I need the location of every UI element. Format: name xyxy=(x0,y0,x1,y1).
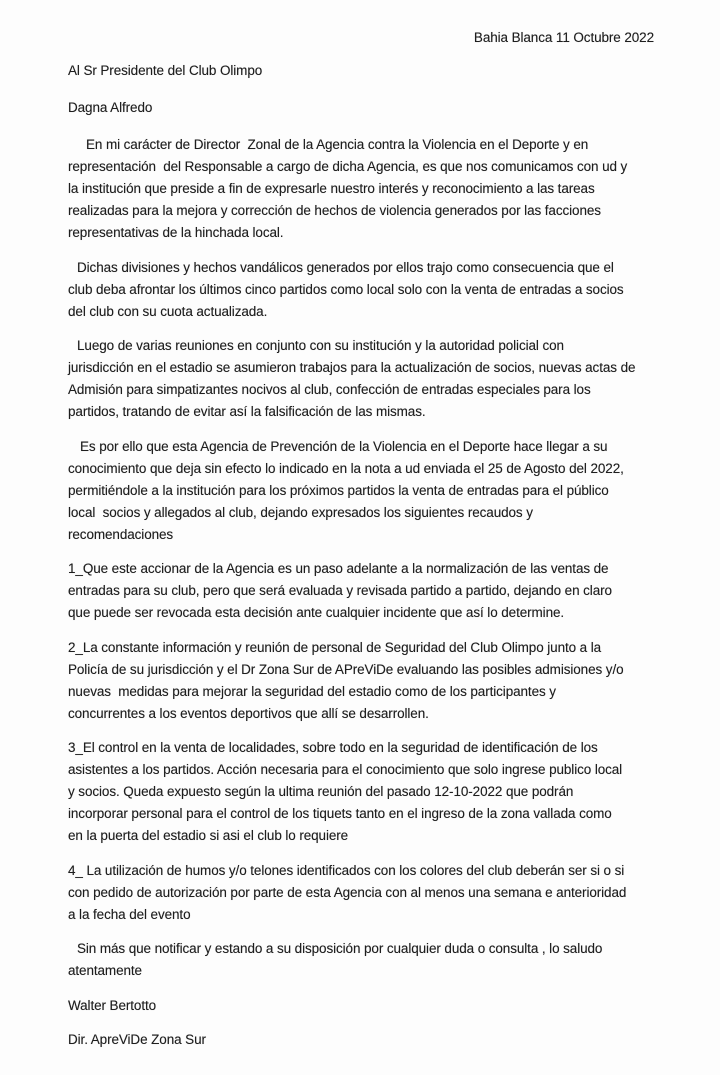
text-line: del club con su cuota actualizada. xyxy=(68,303,268,319)
paragraph-2 xyxy=(68,257,668,323)
text-line: jurisdicción en el estadio se asumieron trabajos para la actualización de socios, nuevas actas de xyxy=(68,360,636,375)
text-line: representativas de la hinchada local. xyxy=(68,225,284,240)
paragraph-4 xyxy=(68,436,668,546)
sender-name-line: Dagna Alfredo xyxy=(68,100,153,115)
text-line: representación del Responsable a cargo de dicha Agencia, es que nos comunicamos con ud y xyxy=(68,159,628,174)
text-line: concurrentes a los eventos deportivos que allí se desarrollen. xyxy=(68,705,429,721)
paragraph-1 xyxy=(68,134,668,244)
text-line: entradas para su club, pero que será evaluada y revisada partido a partido, dejando en claro xyxy=(68,583,612,598)
text-line: incorporar personal para el control de los tiquets tanto en el ingreso de la zona vallada como xyxy=(68,806,612,821)
text-line: Sin más que notificar y estando a su disposición por cualquier duda o consulta , lo saludo xyxy=(77,941,603,956)
signature-name: Walter Bertotto xyxy=(68,997,157,1013)
text-line: Luego de varias reuniones en conjunto con su institución y la autoridad policial con xyxy=(77,338,564,353)
text-line: Dichas divisiones y hechos vandálicos generados por ellos trajo como consecuencia que el xyxy=(77,259,614,275)
numbered-item-1 xyxy=(68,558,668,624)
closing-paragraph xyxy=(68,938,668,982)
text-line: la institución que preside a fin de expresarle nuestro interés y reconocimiento a las tareas xyxy=(68,181,595,196)
date-line: Bahia Blanca 11 Octubre 2022 xyxy=(473,30,654,45)
text-line: que puede ser revocada esta decisión ante cualquier incidente que así lo determine. xyxy=(68,605,565,620)
text-line: a la fecha del evento xyxy=(68,906,191,922)
text-line: 3_El control en la venta de localidades, sobre todo en la seguridad de identificación de los xyxy=(68,740,598,755)
text-line: permitiéndole a la institución para los próximos partidos la venta de entradas para el público xyxy=(68,482,609,498)
text-line: asistentes a los partidos. Acción necesaria para el conocimiento que solo ingrese publico local xyxy=(68,762,623,777)
text-line: conocimiento que deja sin efecto lo indicado en la nota a ud enviada el 25 de Agosto del 2022, xyxy=(68,460,624,476)
recipient-line: Al Sr Presidente del Club Olimpo xyxy=(68,63,263,78)
text-line: Es por ello que esta Agencia de Prevención de la Violencia en el Deporte hace llegar a su xyxy=(80,438,608,454)
text-line: club deba afrontar los últimos cinco partidos como local solo con la venta de entradas a socios xyxy=(68,281,624,297)
text-line: En mi carácter de Director Zonal de la Agencia contra la Violencia en el Deporte y en xyxy=(86,137,589,152)
text-line: en la puerta del estadio si asi el club lo requiere xyxy=(68,828,349,843)
signature-title: Dir. ApreViDe Zona Sur xyxy=(68,1032,206,1047)
paragraph-3 xyxy=(68,335,668,423)
text-line: realizadas para la mejora y corrección de hechos de violencia generados por las facciones xyxy=(68,203,601,218)
text-line: Policía de su jurisdicción y el Dr Zona Sur de APreViDe evaluando las posibles admisiones y/o xyxy=(68,661,624,677)
numbered-item-4 xyxy=(68,860,668,926)
text-line: local socios y allegados al club, dejando expresados los siguientes recaudos y xyxy=(68,504,533,520)
text-line: Admisión para simpatizantes nocivos al club, confección de entradas especiales para los xyxy=(68,382,591,397)
numbered-item-2 xyxy=(68,637,668,725)
text-line: 1_Que este accionar de la Agencia es un paso adelante a la normalización de las ventas de xyxy=(68,561,609,576)
text-line: recomendaciones xyxy=(68,526,174,542)
text-line: 2_La constante información y reunión de personal de Seguridad del Club Olimpo junto a la xyxy=(68,639,602,655)
text-line: atentamente xyxy=(68,963,142,978)
text-line: nuevas medidas para mejorar la seguridad del estadio como de los participantes y xyxy=(68,683,556,699)
text-line: partidos, tratando de evitar así la falsificación de las mismas. xyxy=(68,404,426,419)
text-line: y socios. Queda expuesto según la ultima reunión del pasado 12-10-2022 que podrán xyxy=(68,784,574,799)
text-line: 4_ La utilización de humos y/o telones identificados con los colores del club deberán ser si o si xyxy=(68,862,625,878)
text-line: con pedido de autorización por parte de esta Agencia con al menos una semana e anterioridad xyxy=(68,884,627,900)
numbered-item-3 xyxy=(68,737,668,847)
